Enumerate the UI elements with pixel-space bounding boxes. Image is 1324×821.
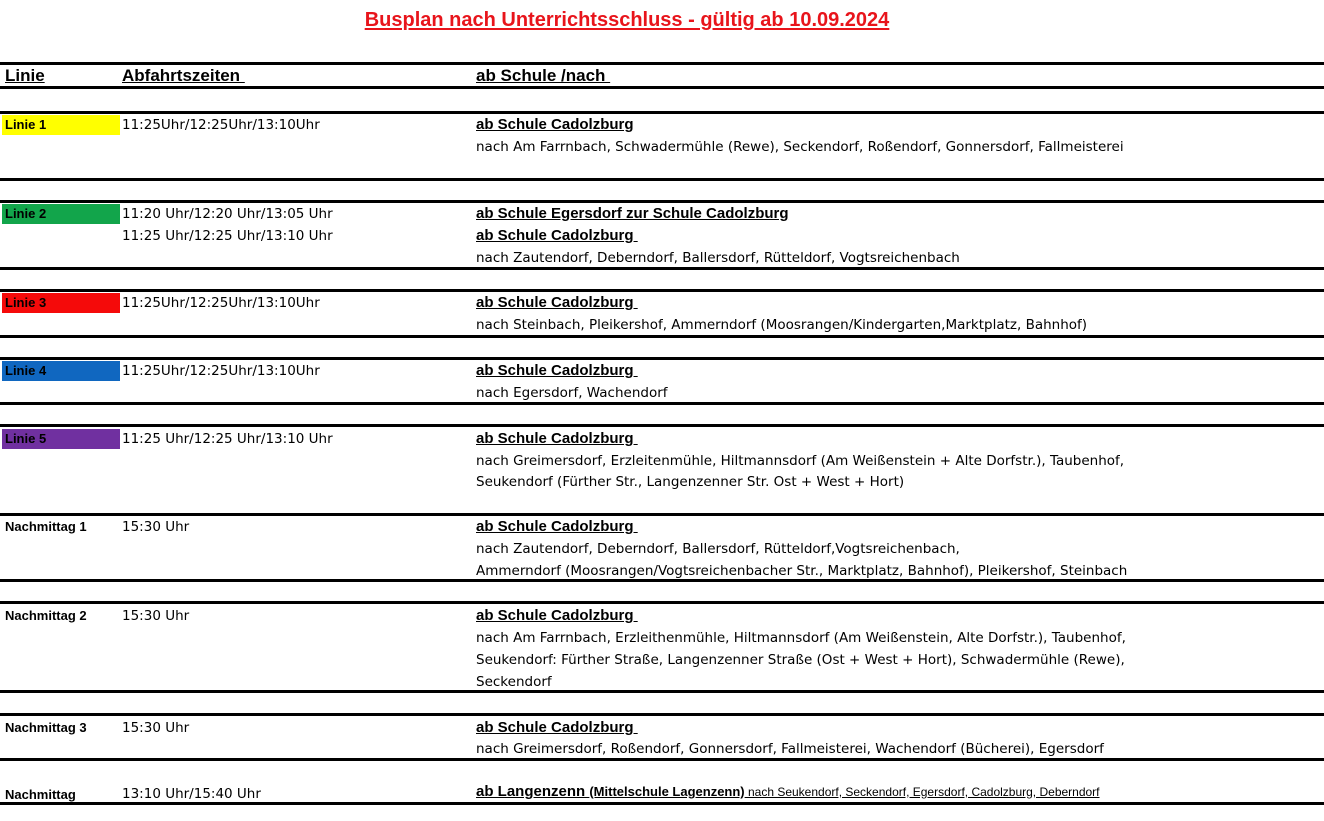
destinations: Ammerndorf (Moosrangen/Vogtsreichenbacher Str., Marktplatz, Bahnhof), Pleikershof, Steinbach xyxy=(476,563,1128,579)
destinations-inline: nach Seukendorf, Seckendorf, Egersdorf, Cadolzburg, Deberndorf xyxy=(744,785,1100,799)
table-rule xyxy=(0,713,1324,716)
line-label-nachmittag: Nachmittag xyxy=(5,787,76,802)
destinations: nach Am Farrnbach, Schwadermühle (Rewe), Seckendorf, Roßendorf, Gonnersdorf, Fallmeisterei xyxy=(476,139,1124,155)
school-name: ab Langenzenn xyxy=(476,783,590,800)
table-rule xyxy=(0,200,1324,203)
departure-times: 15:30 Uhr xyxy=(122,720,190,736)
table-rule xyxy=(0,335,1324,338)
table-rule xyxy=(0,758,1324,761)
page-title: Busplan nach Unterrichtsschluss - gültig ab 10.09.2024 xyxy=(364,9,890,31)
departure-times: 11:25Uhr/12:25Uhr/13:10Uhr xyxy=(122,117,320,133)
school-origin: ab Schule Cadolzburg xyxy=(476,227,638,244)
table-rule xyxy=(0,357,1324,360)
header-linie: Linie xyxy=(5,66,45,85)
departure-times: 11:20 Uhr/12:20 Uhr/13:05 Uhr xyxy=(122,206,333,222)
line-label-linie-4: Linie 4 xyxy=(2,361,120,381)
school-origin: ab Schule Cadolzburg xyxy=(476,362,638,379)
departure-times: 15:30 Uhr xyxy=(122,519,190,535)
line-label-linie-3: Linie 3 xyxy=(2,293,120,313)
destinations: Seukendorf: Fürther Straße, Langenzenner Straße (Ost + West + Hort), Schwadermühle (Rewe), xyxy=(476,652,1125,668)
table-rule xyxy=(0,178,1324,181)
line-label-linie-2: Linie 2 xyxy=(2,204,120,224)
school-origin: ab Schule Cadolzburg xyxy=(476,719,638,736)
destinations: nach Greimersdorf, Erzleitenmühle, Hiltmannsdorf (Am Weißenstein + Alte Dorfstr.), Taubenhof, xyxy=(476,453,1125,469)
table-rule xyxy=(0,513,1324,516)
school-origin: ab Schule Cadolzburg xyxy=(476,430,638,447)
table-rule xyxy=(0,86,1324,89)
school-origin: ab Schule Cadolzburg xyxy=(476,294,638,311)
school-origin: ab Schule Cadolzburg xyxy=(476,116,634,133)
header-underline xyxy=(2,86,120,88)
header-ab-schule-nach: ab Schule /nach xyxy=(476,66,611,85)
table-rule xyxy=(0,402,1324,405)
destinations: Seukendorf (Fürther Str., Langenzenner Str. Ost + West + Hort) xyxy=(476,474,905,490)
destinations: nach Zautendorf, Deberndorf, Ballersdorf, Rütteldorf,Vogtsreichenbach, xyxy=(476,541,960,557)
table-rule xyxy=(0,601,1324,604)
departure-times: 11:25 Uhr/12:25 Uhr/13:10 Uhr xyxy=(122,431,333,447)
school-subtitle: (Mittelschule Lagenzenn) xyxy=(589,784,745,799)
departure-times: 11:25 Uhr/12:25 Uhr/13:10 Uhr xyxy=(122,228,333,244)
destinations: nach Steinbach, Pleikershof, Ammerndorf (Moosrangen/Kindergarten,Marktplatz, Bahnhof) xyxy=(476,317,1088,333)
departure-times: 15:30 Uhr xyxy=(122,608,190,624)
destinations: Seckendorf xyxy=(476,674,552,690)
school-origin-langenzenn xyxy=(476,783,1100,801)
destinations: nach Greimersdorf, Roßendorf, Gonnersdorf, Fallmeisterei, Wachendorf (Bücherei), Egersdorf xyxy=(476,741,1104,757)
line-label-linie-1: Linie 1 xyxy=(2,115,120,135)
destinations: nach Egersdorf, Wachendorf xyxy=(476,385,668,401)
line-label-nachmittag-2: Nachmittag 2 xyxy=(5,608,87,623)
destinations: nach Zautendorf, Deberndorf, Ballersdorf, Rütteldorf, Vogtsreichenbach xyxy=(476,250,960,266)
table-rule xyxy=(0,690,1324,693)
header-abfahrtszeiten: Abfahrtszeiten xyxy=(122,66,245,85)
departure-times: 11:25Uhr/12:25Uhr/13:10Uhr xyxy=(122,363,320,379)
table-rule xyxy=(0,267,1324,270)
school-origin: ab Schule Egersdorf zur Schule Cadolzburg xyxy=(476,205,789,222)
table-rule xyxy=(0,62,1324,65)
line-label-linie-5: Linie 5 xyxy=(2,429,120,449)
table-rule xyxy=(0,289,1324,292)
departure-times: 11:25Uhr/12:25Uhr/13:10Uhr xyxy=(122,295,320,311)
school-origin: ab Schule Cadolzburg xyxy=(476,518,638,535)
table-rule xyxy=(0,111,1324,114)
line-label-nachmittag-1: Nachmittag 1 xyxy=(5,519,87,534)
destinations: nach Am Farrnbach, Erzleithenmühle, Hiltmannsdorf (Am Weißenstein, Alte Dorfstr.), Taubenhof, xyxy=(476,630,1126,646)
table-rule xyxy=(0,424,1324,427)
line-label-nachmittag-3: Nachmittag 3 xyxy=(5,720,87,735)
school-origin: ab Schule Cadolzburg xyxy=(476,607,638,624)
departure-times: 13:10 Uhr/15:40 Uhr xyxy=(122,786,261,802)
